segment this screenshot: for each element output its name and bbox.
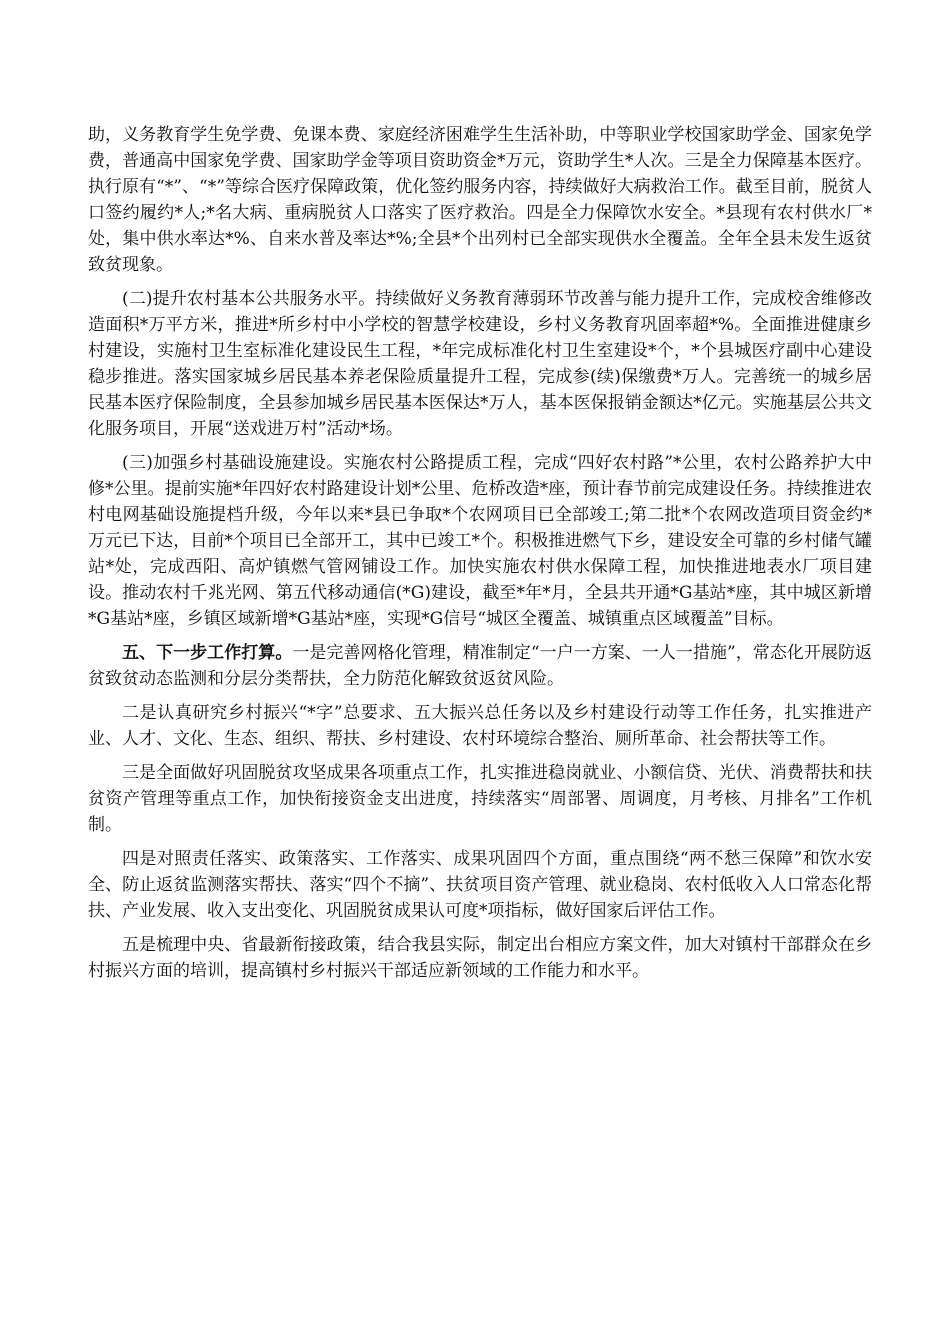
document-page (88, 122, 872, 992)
section-heading-next-steps: 五、下一步工作打算。 (122, 643, 293, 663)
paragraph-next-steps-text: 一是完善网格化管理，精准制定“一户一方案、一人一措施”，常态化开展防返贫致贫动态监测和分层分类帮扶，全力防范化解致贫返贫风险。 (88, 643, 872, 689)
paragraph-next-steps (88, 640, 872, 692)
paragraph-step-5: 五是梳理中央、省最新衔接政策，结合我县实际，制定出台相应方案文件，加大对镇村干部群众在乡村振兴方面的培训，提高镇村乡村振兴干部适应新领域的工作能力和水平。 (88, 935, 872, 981)
paragraph-step-2: 二是认真研究乡村振兴“*字”总要求、五大振兴总任务以及乡村建设行动等工作任务，扎实推进产业、人才、文化、生态、组织、帮扶、乡村建设、农村环境综合整治、厕所革命、社会帮扶等工作。 (88, 703, 872, 749)
paragraph-infrastructure: (三)加强乡村基础设施建设。实施农村公路提质工程，完成“四好农村路”*公里，农村公路养护大中修*公里。提前实施*年四好农村路建设计划*公里、危桥改造*座，预计春节前完成建设任务。持续推进农村电网基础设施提档升级，今年以来*县已争取*个农网项目已全部竣工;第二批*个农网改造项目资金约*万元已下达，目前*个项目已全部开工，其中已竣工*个。积极推进燃气下乡，建设安全可靠的乡村储气罐站*处，完成西阳、高炉镇燃气管网铺设工作。加快实施农村供水保障工程，加快推进地表水厂项目建设。推动农村千兆光网、第五代移动通信(*G)建设，截至*年*月，全县共开通*G基站*座，其中城区新增*G基站*座，乡镇区域新增*G基站*座，实现*G信号“城区全覆盖、城镇重点区域覆盖”目标。 (88, 453, 872, 629)
paragraph-public-services: (二)提升农村基本公共服务水平。持续做好义务教育薄弱环节改善与能力提升工作，完成校舍维修改造面积*万平方米，推进*所乡村中小学校的智慧学校建设，乡村义务教育巩固率超*%。全面推进健康乡村建设，实施村卫生室标准化建设民生工程，*年完成标准化村卫生室建设*个，*个县城医疗副中心建设稳步推进。落实国家城乡居民基本养老保险质量提升工程，完成参(续)保缴费*万人。完善统一的城乡居民基本医疗保险制度，全县参加城乡居民基本医保达*万人，基本医保报销金额达*亿元。实施基层公共文化服务项目，开展“送戏进万村”活动*场。 (88, 289, 872, 439)
paragraph-continued-basic-security: 助，义务教育学生免学费、免课本费、家庭经济困难学生生活补助，中等职业学校国家助学金、国家免学费，普通高中国家免学费、国家助学金等项目资助资金*万元，资助学生*人次。三是全力保障基本医疗。执行原有“*”、“*”等综合医疗保障政策，优化签约服务内容，持续做好大病救治工作。截至目前，脱贫人口签约履约*人;*名大病、重病脱贫人口落实了医疗救治。四是全力保障饮水安全。*县现有农村供水厂*处，集中供水率达*%、自来水普及率达*%;全县*个出列村已全部实现供水全覆盖。全年全县未发生返贫致贫现象。 (88, 125, 872, 275)
paragraph-step-3: 三是全面做好巩固脱贫攻坚成果各项重点工作，扎实推进稳岗就业、小额信贷、光伏、消费帮扶和扶贫资产管理等重点工作，加快衔接资金支出进度，持续落实“周部署、周调度，月考核、月排名”工作机制。 (88, 763, 872, 835)
paragraph-step-4: 四是对照责任落实、政策落实、工作落实、成果巩固四个方面，重点围绕“两不愁三保障”和饮水安全、防止返贫监测落实帮扶、落实“四个不摘”、扶贫项目资产管理、就业稳岗、农村低收入人口常态化帮扶、产业发展、收入支出变化、巩固脱贫成果认可度*项指标，做好国家后评估工作。 (88, 849, 872, 921)
